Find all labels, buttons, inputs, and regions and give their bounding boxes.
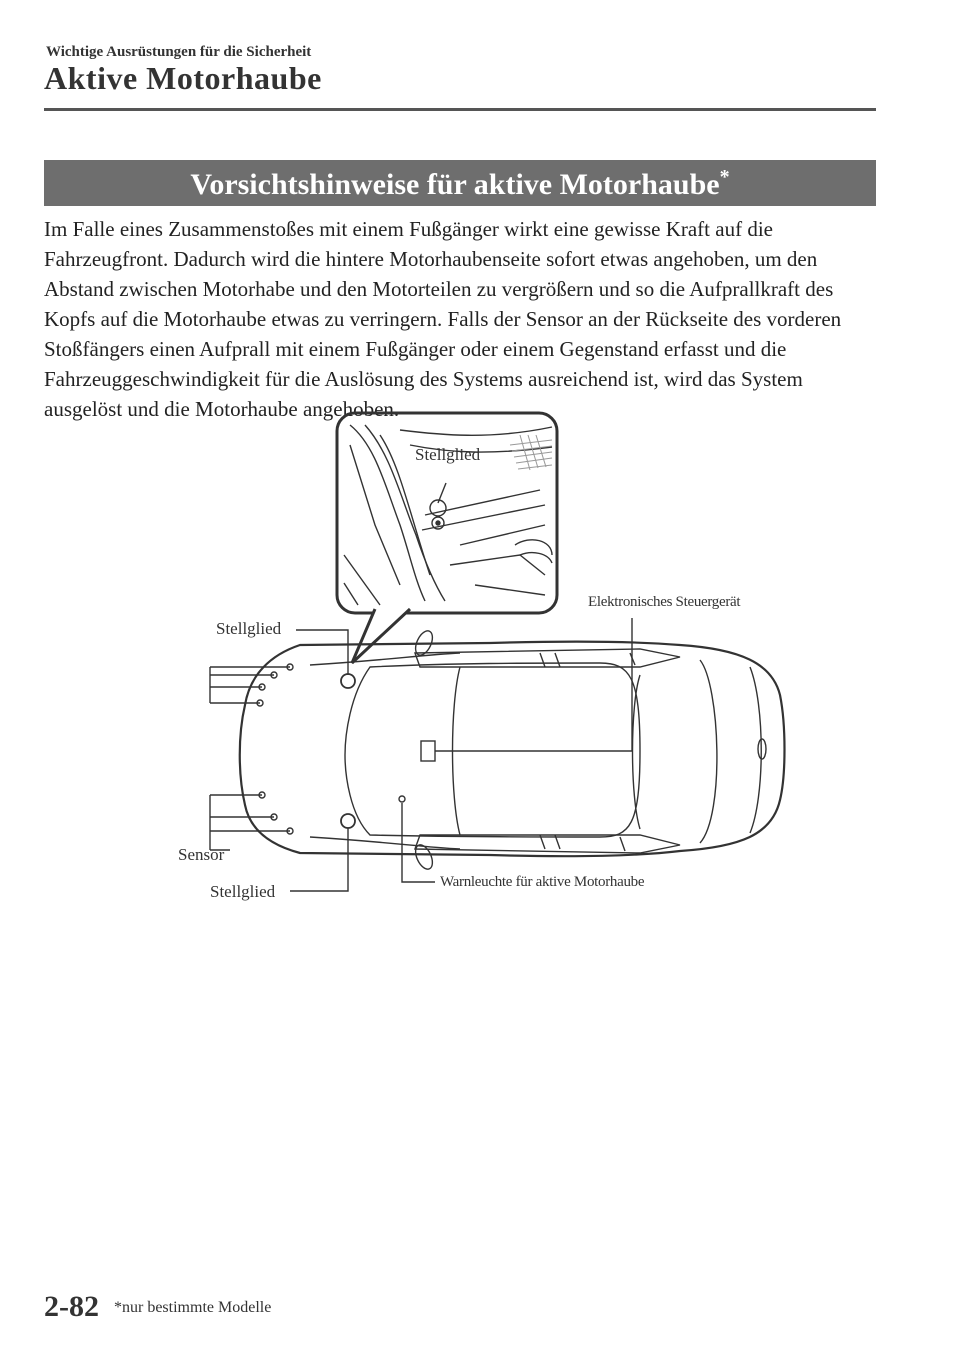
- actuator-marker-top: [341, 674, 355, 688]
- active-bonnet-figure: [160, 405, 800, 905]
- actuator-bottom-label: Stellglied: [210, 882, 276, 901]
- car-diagram: [160, 405, 800, 905]
- control-unit-label: Elektronisches Steuergerät: [588, 594, 741, 610]
- car-outline: [240, 628, 785, 871]
- sensor-label: Sensor: [178, 845, 225, 864]
- warning-light-label: Warnleuchte für aktive Motorhaube: [440, 874, 645, 890]
- warning-light-marker: [399, 796, 405, 802]
- section-header: [44, 160, 876, 206]
- section-title: Vorsichtshinweise für aktive Motorhaube: [190, 168, 720, 201]
- actuator-detail-label: Stellglied: [415, 445, 481, 464]
- title-rule: [44, 108, 876, 111]
- chapter-heading: Wichtige Ausrüstungen für die Sicherheit: [46, 44, 312, 60]
- footnote: *nur bestimmte Modelle: [114, 1299, 272, 1316]
- optional-equipment-marker: *: [719, 166, 730, 188]
- body-paragraph: Im Falle eines Zusammenstoßes mit einem Fußgänger wirkt eine gewisse Kraft auf die Fahrzeugfront. Dadurch wird die hintere Motorhaubenseite sofort etwas angehoben, um den Abstand zwischen Motorhabe und den Motorteilen zu vergrößern und so die Aufprallkraft des Kopfs auf die Motorhaube etwas zu verringern. Falls der Sensor an der Rückseite des vorderen Stoßfängers einen Aufprall mit einem Fußgänger oder einem Gegenstand erfasst und die Fahrzeuggeschwindigkeit für die Auslösung des Systems ausreichend ist, wird das System ausgelöst und die Motorhaube angehoben.: [44, 217, 842, 421]
- page-title: Aktive Motorhaube: [44, 60, 322, 96]
- page-number: 2-82: [44, 1290, 99, 1323]
- actuator-marker-bottom: [341, 814, 355, 828]
- control-unit-marker: [421, 741, 435, 761]
- actuator-top-label: Stellglied: [216, 619, 282, 638]
